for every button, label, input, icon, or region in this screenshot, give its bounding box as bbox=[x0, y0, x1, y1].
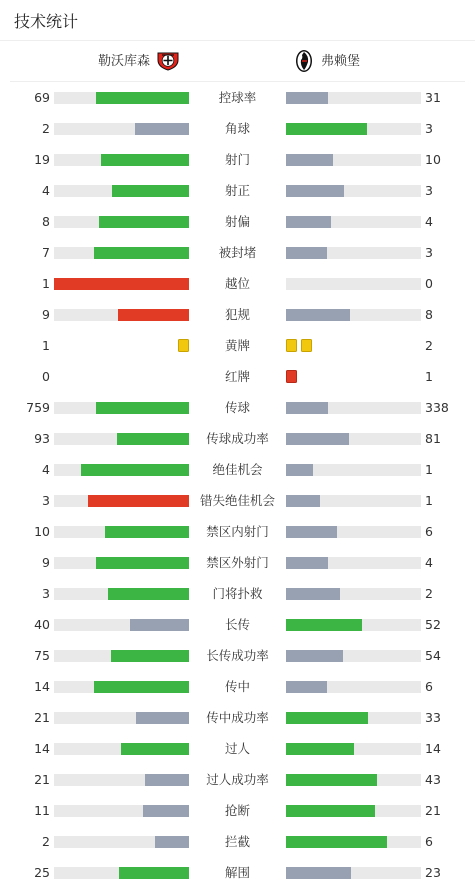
home-stat-value: 14 bbox=[34, 679, 50, 694]
home-bar-fill bbox=[94, 247, 189, 259]
away-stat-value: 21 bbox=[425, 803, 441, 818]
stat-label: 过人 bbox=[224, 741, 250, 756]
away-bar-fill bbox=[286, 836, 387, 848]
stat-label: 红牌 bbox=[224, 369, 250, 384]
away-bar-track bbox=[286, 650, 421, 662]
home-bar-track bbox=[54, 836, 189, 848]
away-bar-fill bbox=[286, 495, 320, 507]
home-bar-track bbox=[54, 433, 189, 445]
stat-row bbox=[0, 671, 475, 702]
away-stat-value: 1 bbox=[425, 493, 433, 508]
home-stat-value: 1 bbox=[42, 338, 50, 353]
away-stat-value: 10 bbox=[425, 152, 441, 167]
stat-label: 错失绝佳机会 bbox=[199, 493, 275, 508]
away-bar-fill bbox=[286, 650, 343, 662]
home-bar-track bbox=[54, 154, 189, 166]
home-stat-value: 9 bbox=[42, 307, 50, 322]
away-bar-track bbox=[286, 92, 421, 104]
away-stat-value: 338 bbox=[425, 400, 449, 415]
home-bar-track bbox=[54, 309, 189, 321]
stat-row bbox=[0, 764, 475, 795]
home-bar-track bbox=[54, 464, 189, 476]
away-stat-value: 1 bbox=[425, 369, 433, 384]
home-bar-fill bbox=[88, 495, 189, 507]
away-bar-fill bbox=[286, 464, 313, 476]
stats-header bbox=[0, 0, 475, 41]
stat-row bbox=[0, 423, 475, 454]
stats-list bbox=[0, 82, 475, 888]
home-bar-fill bbox=[101, 154, 189, 166]
stat-row bbox=[0, 330, 475, 361]
home-bar-fill bbox=[121, 743, 189, 755]
sc-freiburg-crest-icon bbox=[294, 49, 314, 73]
stat-row bbox=[0, 268, 475, 299]
away-bar-track bbox=[286, 867, 421, 879]
red-card-icon bbox=[286, 370, 297, 383]
away-bar-track bbox=[286, 557, 421, 569]
stat-label: 解围 bbox=[224, 865, 250, 880]
yellow-card-icon bbox=[286, 339, 297, 352]
away-bar-track bbox=[286, 836, 421, 848]
away-stat-value: 8 bbox=[425, 307, 433, 322]
away-bar-track bbox=[286, 774, 421, 786]
away-stat-value: 23 bbox=[425, 865, 441, 880]
home-bar-fill bbox=[130, 619, 189, 631]
away-bar-fill bbox=[286, 185, 344, 197]
stat-label: 角球 bbox=[224, 121, 250, 136]
home-bar-track bbox=[54, 92, 189, 104]
stat-label: 门将扑救 bbox=[212, 586, 263, 601]
home-bar-track bbox=[54, 743, 189, 755]
stat-label: 抢断 bbox=[224, 803, 250, 818]
home-bar-fill bbox=[96, 92, 189, 104]
stat-row bbox=[0, 640, 475, 671]
away-bar-fill bbox=[286, 712, 368, 724]
home-bar-track bbox=[54, 278, 189, 290]
stat-label: 传中成功率 bbox=[206, 710, 269, 725]
away-stat-value: 54 bbox=[425, 648, 441, 663]
stat-label: 射正 bbox=[224, 183, 250, 198]
home-bar-fill bbox=[96, 402, 189, 414]
away-bar-fill bbox=[286, 681, 327, 693]
stat-label: 长传 bbox=[224, 617, 250, 632]
home-bar-fill bbox=[99, 216, 189, 228]
away-bar-track bbox=[286, 681, 421, 693]
home-cards bbox=[178, 339, 189, 352]
home-stat-value: 21 bbox=[34, 772, 50, 787]
away-bar-track bbox=[286, 185, 421, 197]
stat-label: 传球 bbox=[224, 400, 250, 415]
stat-row bbox=[0, 547, 475, 578]
away-stat-value: 33 bbox=[425, 710, 441, 725]
home-bar-fill bbox=[112, 185, 189, 197]
stat-row bbox=[0, 795, 475, 826]
stat-label: 射偏 bbox=[224, 214, 250, 229]
stat-row bbox=[0, 454, 475, 485]
home-bar-track bbox=[54, 774, 189, 786]
home-stat-value: 19 bbox=[34, 152, 50, 167]
away-bar-track bbox=[286, 309, 421, 321]
home-bar-track bbox=[54, 712, 189, 724]
stat-label: 禁区外射门 bbox=[206, 555, 269, 570]
home-stat-value: 21 bbox=[34, 710, 50, 725]
home-bar-track bbox=[54, 123, 189, 135]
away-stat-value: 31 bbox=[425, 90, 441, 105]
stat-label: 黄牌 bbox=[224, 338, 250, 353]
away-stat-value: 14 bbox=[425, 741, 441, 756]
away-stat-value: 6 bbox=[425, 834, 433, 849]
teams-header bbox=[10, 41, 465, 82]
stat-row bbox=[0, 361, 475, 392]
away-bar-track bbox=[286, 743, 421, 755]
away-bar-track bbox=[286, 805, 421, 817]
home-stat-value: 9 bbox=[42, 555, 50, 570]
home-bar-track bbox=[54, 588, 189, 600]
away-stat-value: 52 bbox=[425, 617, 441, 632]
away-bar-track bbox=[286, 619, 421, 631]
home-bar-track bbox=[54, 402, 189, 414]
stat-row bbox=[0, 857, 475, 888]
away-bar-fill bbox=[286, 805, 375, 817]
stat-row bbox=[0, 826, 475, 857]
stat-label: 禁区内射门 bbox=[206, 524, 269, 539]
stat-label: 被封堵 bbox=[218, 245, 257, 260]
stat-label: 过人成功率 bbox=[206, 772, 269, 787]
away-bar-fill bbox=[286, 216, 331, 228]
home-bar-fill bbox=[105, 526, 189, 538]
away-bar-fill bbox=[286, 154, 333, 166]
away-stat-value: 43 bbox=[425, 772, 441, 787]
stat-row bbox=[0, 733, 475, 764]
stat-label: 犯规 bbox=[224, 307, 250, 322]
away-stat-value: 81 bbox=[425, 431, 441, 446]
home-stat-value: 40 bbox=[34, 617, 50, 632]
away-stat-value: 3 bbox=[425, 245, 433, 260]
home-bar-fill bbox=[96, 557, 189, 569]
home-stat-value: 14 bbox=[34, 741, 50, 756]
stat-row bbox=[0, 485, 475, 516]
home-stat-value: 0 bbox=[42, 369, 50, 384]
away-bar-track bbox=[286, 526, 421, 538]
stat-row bbox=[0, 516, 475, 547]
home-stat-value: 75 bbox=[34, 648, 50, 663]
home-stat-value: 4 bbox=[42, 183, 50, 198]
home-bar-track bbox=[54, 185, 189, 197]
away-bar-track bbox=[286, 216, 421, 228]
away-stat-value: 6 bbox=[425, 524, 433, 539]
home-stat-value: 10 bbox=[34, 524, 50, 539]
home-bar-fill bbox=[145, 774, 189, 786]
stat-label: 绝佳机会 bbox=[212, 462, 263, 477]
stat-label: 传球成功率 bbox=[206, 431, 269, 446]
away-bar-track bbox=[286, 247, 421, 259]
page-title: 技术统计 bbox=[14, 11, 79, 31]
away-bar-fill bbox=[286, 247, 327, 259]
stat-row bbox=[0, 237, 475, 268]
home-team-name: 勒沃库森 bbox=[97, 53, 150, 69]
away-bar-fill bbox=[286, 309, 350, 321]
home-bar-fill bbox=[143, 805, 189, 817]
away-stat-value: 6 bbox=[425, 679, 433, 694]
stat-row bbox=[0, 113, 475, 144]
home-bar-fill bbox=[111, 650, 189, 662]
stat-row bbox=[0, 175, 475, 206]
home-bar-track bbox=[54, 247, 189, 259]
home-bar-fill bbox=[108, 588, 189, 600]
home-bar-track bbox=[54, 526, 189, 538]
stat-label: 射门 bbox=[224, 152, 250, 167]
stat-row bbox=[0, 392, 475, 423]
away-bar-fill bbox=[286, 526, 337, 538]
home-bar-track bbox=[54, 867, 189, 879]
away-bar-track bbox=[286, 712, 421, 724]
home-stat-value: 11 bbox=[34, 803, 50, 818]
home-team[interactable] bbox=[98, 41, 180, 81]
away-bar-track bbox=[286, 495, 421, 507]
away-bar-track bbox=[286, 278, 421, 290]
bayer-leverkusen-crest-icon bbox=[156, 51, 180, 71]
home-bar-fill bbox=[155, 836, 189, 848]
home-stat-value: 4 bbox=[42, 462, 50, 477]
home-bar-track bbox=[54, 619, 189, 631]
away-stat-value: 4 bbox=[425, 555, 433, 570]
home-bar-fill bbox=[119, 867, 189, 879]
home-stat-value: 25 bbox=[34, 865, 50, 880]
home-bar-track bbox=[54, 681, 189, 693]
home-stat-value: 69 bbox=[34, 90, 50, 105]
yellow-card-icon bbox=[301, 339, 312, 352]
home-bar-fill bbox=[136, 712, 189, 724]
stat-row bbox=[0, 578, 475, 609]
away-bar-fill bbox=[286, 402, 328, 414]
away-bar-fill bbox=[286, 867, 351, 879]
away-bar-fill bbox=[286, 92, 328, 104]
home-stat-value: 3 bbox=[42, 586, 50, 601]
away-bar-track bbox=[286, 154, 421, 166]
home-stat-value: 2 bbox=[42, 121, 50, 136]
home-stat-value: 3 bbox=[42, 493, 50, 508]
away-bar-track bbox=[286, 402, 421, 414]
home-bar-fill bbox=[54, 278, 189, 290]
home-bar-fill bbox=[81, 464, 189, 476]
away-bar-track bbox=[286, 464, 421, 476]
home-stat-value: 1 bbox=[42, 276, 50, 291]
stat-label: 传中 bbox=[224, 679, 250, 694]
home-bar-fill bbox=[118, 309, 189, 321]
away-bar-fill bbox=[286, 123, 367, 135]
stat-row bbox=[0, 206, 475, 237]
home-bar-track bbox=[54, 216, 189, 228]
stat-row bbox=[0, 299, 475, 330]
stat-label: 越位 bbox=[224, 276, 250, 291]
home-stat-value: 8 bbox=[42, 214, 50, 229]
away-bar-fill bbox=[286, 619, 362, 631]
away-bar-fill bbox=[286, 433, 349, 445]
away-stat-value: 2 bbox=[425, 338, 433, 353]
away-bar-fill bbox=[286, 588, 340, 600]
away-bar-fill bbox=[286, 557, 328, 569]
stat-row bbox=[0, 609, 475, 640]
away-bar-fill bbox=[286, 743, 354, 755]
home-stat-value: 93 bbox=[34, 431, 50, 446]
home-bar-track bbox=[54, 805, 189, 817]
away-cards bbox=[286, 339, 312, 352]
away-stat-value: 3 bbox=[425, 183, 433, 198]
away-stat-value: 4 bbox=[425, 214, 433, 229]
yellow-card-icon bbox=[178, 339, 189, 352]
home-bar-track bbox=[54, 650, 189, 662]
away-team-name: 弗赖堡 bbox=[321, 53, 361, 69]
stat-row bbox=[0, 144, 475, 175]
stat-label: 控球率 bbox=[218, 90, 257, 105]
away-stat-value: 2 bbox=[425, 586, 433, 601]
stat-label: 拦截 bbox=[224, 834, 250, 849]
stat-row bbox=[0, 702, 475, 733]
home-stat-value: 2 bbox=[42, 834, 50, 849]
home-bar-fill bbox=[117, 433, 189, 445]
away-bar-fill bbox=[286, 774, 377, 786]
away-cards bbox=[286, 370, 297, 383]
home-stat-value: 759 bbox=[26, 400, 50, 415]
stat-label: 长传成功率 bbox=[206, 648, 269, 663]
home-bar-fill bbox=[94, 681, 189, 693]
away-team[interactable] bbox=[294, 41, 360, 81]
home-bar-track bbox=[54, 557, 189, 569]
home-stat-value: 7 bbox=[42, 245, 50, 260]
stat-row bbox=[0, 82, 475, 113]
home-bar-track bbox=[54, 495, 189, 507]
away-bar-track bbox=[286, 433, 421, 445]
home-bar-fill bbox=[135, 123, 189, 135]
away-bar-track bbox=[286, 588, 421, 600]
away-stat-value: 3 bbox=[425, 121, 433, 136]
away-bar-track bbox=[286, 123, 421, 135]
away-stat-value: 0 bbox=[425, 276, 433, 291]
away-stat-value: 1 bbox=[425, 462, 433, 477]
